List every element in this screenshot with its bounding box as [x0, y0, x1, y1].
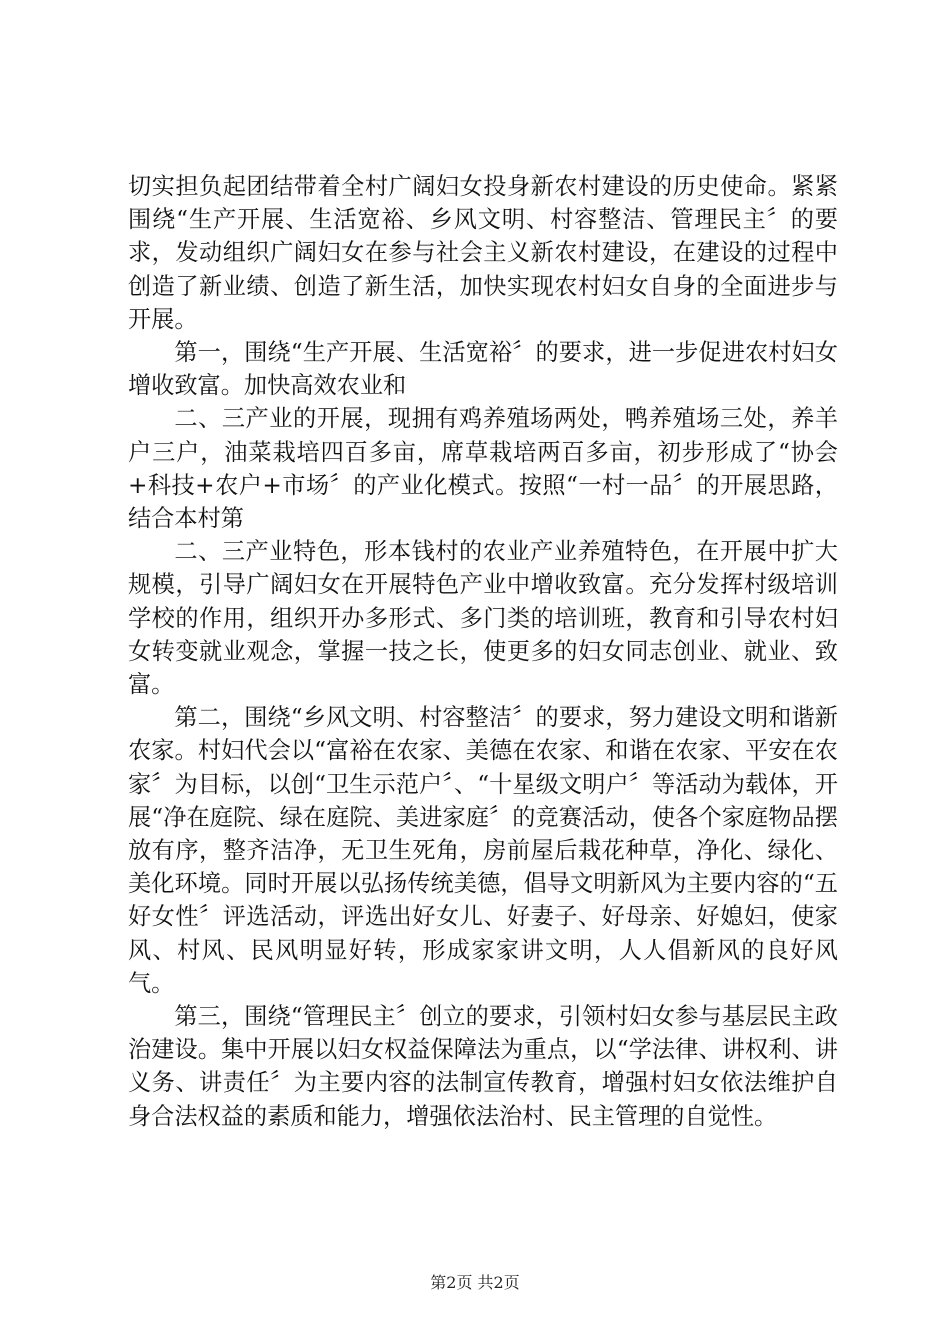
paragraph-4: 二、三产业特色，形本钱村的农业产业养殖特色，在开展中扩大规模，引导广阔妇女在开展特色产业中增收致富。充分发挥村级培训学校的作用，组织开办多形式、多门类的培训班，教育和引导农村妇女转变就业观念，掌握一技之长，使更多的妇女同志创业、就业、致富。 — [128, 538, 838, 699]
paragraph-2: 第一，围绕“生产开展、生活宽裕〞的要求，进一步促进农村妇女增收致富。加快高效农业和 — [128, 339, 838, 400]
paragraph-5: 第二，围绕“乡风文明、村容整洁〞的要求，努力建设文明和谐新农家。村妇代会以“富裕在农家、美德在农家、和谐在农家、平安在农家〞为目标，以创“卫生示范户〞、“十星级文明户〞等活动为载体，开展“净在庭院、绿在庭院、美进家庭〞的竞赛活动，使各个家庭物品摆放有序，整齐洁净，无卫生死角，房前屋后栽花种草，净化、绿化、美化环境。同时开展以弘扬传统美德，倡导文明新风为主要内容的“五好女性〞评选活动，评选出好女儿、好妻子、好母亲、好媳妇，使家风、村风、民风明显好转，形成家家讲文明，人人倡新风的良好风气。 — [128, 704, 838, 997]
paragraph-3: 二、三产业的开展，现拥有鸡养殖场两处，鸭养殖场三处，养羊户三户，油菜栽培四百多亩，席草栽培两百多亩，初步形成了“协会+科技+农户+市场〞的产业化模式。按照“一村一品〞的开展思路，结合本村第 — [128, 405, 838, 533]
page-footer: 第2页 共2页 — [430, 1273, 520, 1292]
paragraph-6: 第三，围绕“管理民主〞创立的要求，引领村妇女参与基层民主政治建设。集中开展以妇女权益保障法为重点，以“学法律、讲权利、讲义务、讲责任〞为主要内容的法制宣传教育，增强村妇女依法维护自身合法权益的素质和能力，增强依法治村、民主管理的自觉性。 — [128, 1003, 838, 1130]
paragraph-1: 切实担负起团结带着全村广阔妇女投身新农村建设的历史使命。紧紧围绕“生产开展、生活宽裕、乡风文明、村容整洁、管理民主〞的要求，发动组织广阔妇女在参与社会主义新农村建设，在建设的过程中创造了新业绩、创造了新生活，加快实现农村妇女自身的全面进步与开展。 — [128, 173, 838, 333]
document-body — [128, 170, 838, 1133]
